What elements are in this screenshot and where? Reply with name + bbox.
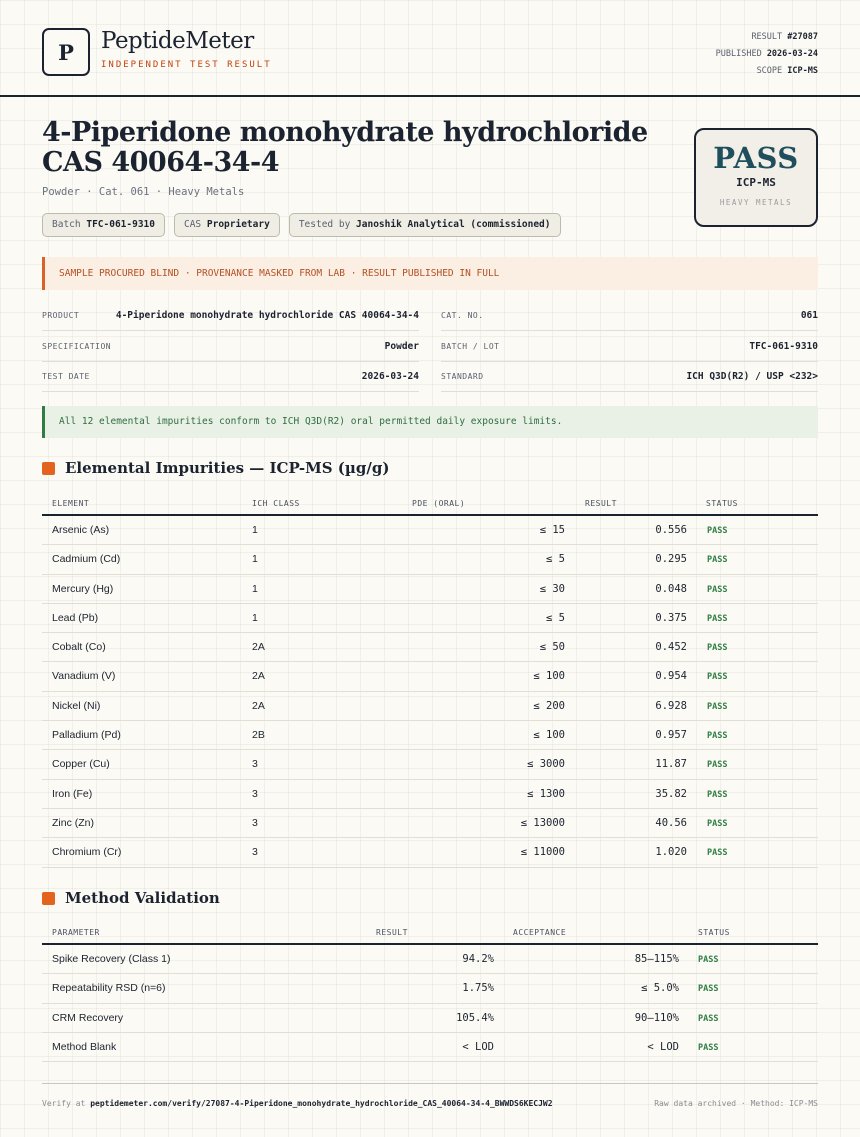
status-badge — [707, 750, 727, 780]
info-row — [441, 332, 818, 362]
verify-line: Verify at peptidemeter.com/verify/27087-4-Piperidone_monohydrate_hydrochloride_CAS_40064-34-4_BWWDS6KECJW2 — [42, 1099, 553, 1108]
table-row — [42, 604, 818, 633]
logo-icon: P — [42, 28, 90, 76]
pde-cell: ≤ 5 — [546, 611, 565, 624]
pde-cell: ≤ 15 — [539, 524, 565, 536]
table-row — [42, 838, 818, 867]
pde-cell: ≤ 1300 — [527, 787, 565, 800]
result-cell: 1.020 — [655, 846, 687, 859]
table-row — [42, 945, 818, 974]
pass-label: PASS — [707, 526, 728, 536]
table-row — [42, 721, 818, 750]
report-footer — [42, 1083, 818, 1108]
status-badge — [707, 780, 727, 810]
ich-class-cell: 2A — [252, 641, 265, 654]
parameter-cell: Spike Recovery (Class 1) — [52, 953, 171, 965]
info-label: SPECIFICATION — [42, 342, 112, 351]
pde-cell: ≤ 30 — [539, 582, 565, 595]
result-cell: 0.452 — [655, 641, 687, 654]
stamp-verdict: PASS — [713, 141, 799, 175]
pass-label: PASS — [698, 1013, 719, 1024]
result-cell: 1.75% — [462, 982, 494, 995]
table-row — [42, 809, 818, 838]
table-header — [42, 919, 818, 945]
info-row — [42, 332, 419, 362]
status-badge — [707, 604, 727, 634]
ich-class-cell: 3 — [252, 787, 258, 800]
batch-chip: Batch TFC-061-9310 — [42, 213, 165, 237]
result-cell: 0.957 — [655, 729, 687, 742]
status-badge — [707, 692, 727, 722]
pass-stamp — [694, 128, 818, 227]
info-row — [441, 301, 818, 331]
element-cell: Palladium (Pd) — [52, 729, 121, 742]
pass-label: PASS — [707, 760, 728, 771]
col-result: RESULT — [376, 928, 408, 937]
page-subtitle: Powder · Cat. 061 · Heavy Metals — [42, 186, 245, 198]
table-row — [42, 545, 818, 574]
table-row — [42, 1033, 818, 1062]
brand-tagline: INDEPENDENT TEST RESULT — [101, 60, 272, 70]
status-badge — [707, 575, 727, 605]
col-element: ELEMENT — [52, 499, 90, 508]
table-row — [42, 692, 818, 721]
acceptance-cell: < LOD — [647, 1040, 679, 1053]
col-result: RESULT — [585, 499, 617, 508]
pde-cell: ≤ 13000 — [520, 816, 565, 829]
pass-label: PASS — [707, 672, 728, 683]
col-ich-class: ICH CLASS — [252, 499, 300, 508]
pass-label: PASS — [707, 701, 728, 712]
pde-cell: ≤ 50 — [539, 641, 565, 654]
ich-class-cell: 1 — [252, 553, 258, 566]
element-cell: Vanadium (V) — [52, 670, 116, 683]
info-value: ICH Q3D(R2) / USP <232> — [686, 371, 818, 382]
pass-label: PASS — [707, 848, 728, 859]
tested-by-chip: Tested by Janoshik Analytical (commissioned) — [289, 213, 561, 237]
parameter-cell: CRM Recovery — [52, 1011, 124, 1024]
impurities-section-title — [42, 459, 389, 477]
section-marker-icon — [42, 892, 55, 905]
ich-class-cell: 2B — [252, 729, 265, 742]
section-title-text: Elemental Impurities — ICP-MS (µg/g) — [65, 459, 390, 477]
result-cell: < LOD — [462, 1040, 494, 1053]
element-cell: Chromium (Cr) — [52, 846, 122, 859]
ich-class-cell: 1 — [252, 524, 258, 536]
col-parameter: PARAMETER — [52, 928, 100, 937]
meta-published: PUBLISHED 2026-03-24 — [715, 49, 818, 59]
report-meta — [716, 29, 818, 80]
page-title: 4-Piperidone monohydrate hydrochloride CAS 40064-34-4 — [42, 117, 648, 178]
result-cell: 0.048 — [655, 582, 687, 595]
stamp-scope: HEAVY METALS — [719, 198, 793, 207]
element-cell: Mercury (Hg) — [52, 582, 114, 595]
report-header — [0, 0, 860, 97]
meta-scope: SCOPE ICP-MS — [756, 66, 818, 76]
info-row — [42, 301, 419, 331]
col-status: STATUS — [706, 499, 738, 508]
validation-table — [42, 919, 818, 1062]
pass-label: PASS — [698, 955, 719, 965]
pass-label: PASS — [698, 1042, 719, 1053]
result-cell: 0.295 — [655, 553, 687, 566]
element-cell: Iron (Fe) — [52, 787, 93, 800]
result-cell: 11.87 — [655, 758, 687, 771]
result-cell: 0.375 — [655, 611, 687, 624]
info-label: STANDARD — [441, 372, 484, 381]
ich-class-cell: 3 — [252, 816, 258, 829]
footer-note: Raw data archived · Method: ICP-MS — [654, 1099, 818, 1108]
ich-class-cell: 2A — [252, 670, 265, 683]
table-row — [42, 662, 818, 691]
status-badge — [707, 809, 727, 839]
pde-cell: ≤ 3000 — [527, 758, 565, 771]
table-row — [42, 974, 818, 1003]
info-label: TEST DATE — [42, 372, 90, 381]
table-body — [42, 945, 818, 1062]
status-badge — [707, 545, 727, 575]
result-cell: 105.4% — [456, 1011, 494, 1024]
ich-class-cell: 3 — [252, 846, 258, 859]
result-cell: 0.954 — [655, 670, 687, 683]
result-cell: 0.556 — [655, 524, 687, 536]
meta-result: RESULT #27087 — [751, 32, 818, 42]
col-status: STATUS — [698, 928, 730, 937]
result-cell: 40.56 — [655, 816, 687, 829]
brand-name: PeptideMeter — [101, 28, 254, 54]
table-row — [42, 575, 818, 604]
result-cell: 35.82 — [655, 787, 687, 800]
element-cell: Zinc (Zn) — [52, 816, 94, 829]
table-row — [42, 780, 818, 809]
chip-row — [42, 213, 561, 237]
pass-label: PASS — [707, 789, 728, 800]
table-row — [42, 516, 818, 545]
pass-label: PASS — [707, 584, 728, 595]
ich-class-cell: 1 — [252, 582, 258, 595]
info-value: Powder — [384, 341, 419, 352]
cas-chip: CAS Proprietary — [174, 213, 280, 237]
result-cell: 94.2% — [462, 953, 494, 965]
element-cell: Cobalt (Co) — [52, 641, 106, 654]
status-badge — [707, 662, 727, 692]
conformance-note: All 12 elemental impurities conform to ICH Q3D(R2) oral permitted daily exposure limits. — [42, 406, 818, 438]
info-row — [42, 362, 419, 392]
stamp-method: ICP-MS — [736, 176, 776, 189]
ich-class-cell: 1 — [252, 611, 258, 624]
pass-label: PASS — [707, 555, 728, 566]
info-value: 2026-03-24 — [361, 371, 419, 382]
col-acceptance: ACCEPTANCE — [513, 928, 567, 937]
acceptance-cell: 85–115% — [634, 953, 679, 965]
impurities-table — [42, 490, 818, 868]
pde-cell: ≤ 200 — [533, 699, 565, 712]
status-badge — [698, 945, 718, 975]
pass-label: PASS — [707, 613, 728, 624]
status-badge — [707, 838, 727, 868]
ich-class-cell: 3 — [252, 758, 258, 771]
status-badge — [698, 974, 718, 1004]
validation-section-title — [42, 889, 220, 907]
element-cell: Cadmium (Cd) — [52, 553, 121, 566]
table-body — [42, 516, 818, 868]
element-cell: Lead (Pb) — [52, 611, 99, 624]
result-cell: 6.928 — [655, 699, 687, 712]
info-value: TFC-061-9310 — [749, 341, 818, 352]
pde-cell: ≤ 100 — [533, 670, 565, 683]
info-label: BATCH / LOT — [441, 342, 500, 351]
pass-label: PASS — [698, 984, 719, 995]
element-cell: Arsenic (As) — [52, 524, 110, 536]
info-value: 4-Piperidone monohydrate hydrochloride CAS 40064-34-4 — [115, 310, 419, 321]
acceptance-cell: ≤ 5.0% — [641, 982, 679, 995]
element-cell: Nickel (Ni) — [52, 699, 101, 712]
status-badge — [698, 1033, 718, 1063]
pass-label: PASS — [707, 731, 728, 742]
element-cell: Copper (Cu) — [52, 758, 110, 771]
verify-link[interactable]: peptidemeter.com/verify/27087-4-Piperidone_monohydrate_hydrochloride_CAS_40064-34-4_BWWDS6KECJW2 — [90, 1099, 553, 1108]
col-pde: PDE (ORAL) — [412, 499, 466, 508]
pde-cell: ≤ 100 — [533, 729, 565, 742]
table-row — [42, 1004, 818, 1033]
pde-cell: ≤ 5 — [546, 553, 565, 566]
status-badge — [707, 633, 727, 663]
info-value: 061 — [800, 310, 818, 321]
info-label: CAT. NO. — [441, 311, 484, 320]
pass-label: PASS — [707, 643, 728, 654]
section-marker-icon — [42, 462, 55, 475]
status-badge — [698, 1004, 718, 1034]
parameter-cell: Method Blank — [52, 1040, 117, 1053]
ich-class-cell: 2A — [252, 699, 265, 712]
section-title-text: Method Validation — [65, 889, 220, 907]
table-row — [42, 633, 818, 662]
status-badge — [707, 516, 727, 546]
pde-cell: ≤ 11000 — [520, 846, 565, 859]
status-badge — [707, 721, 727, 751]
parameter-cell: Repeatability RSD (n=6) — [52, 982, 166, 995]
table-header — [42, 490, 818, 516]
info-label: PRODUCT — [42, 311, 80, 320]
blind-sample-banner: SAMPLE PROCURED BLIND · PROVENANCE MASKED FROM LAB · RESULT PUBLISHED IN FULL — [42, 257, 818, 290]
table-row — [42, 750, 818, 779]
pass-label: PASS — [707, 818, 728, 829]
info-row — [441, 362, 818, 392]
acceptance-cell: 90–110% — [634, 1011, 679, 1024]
